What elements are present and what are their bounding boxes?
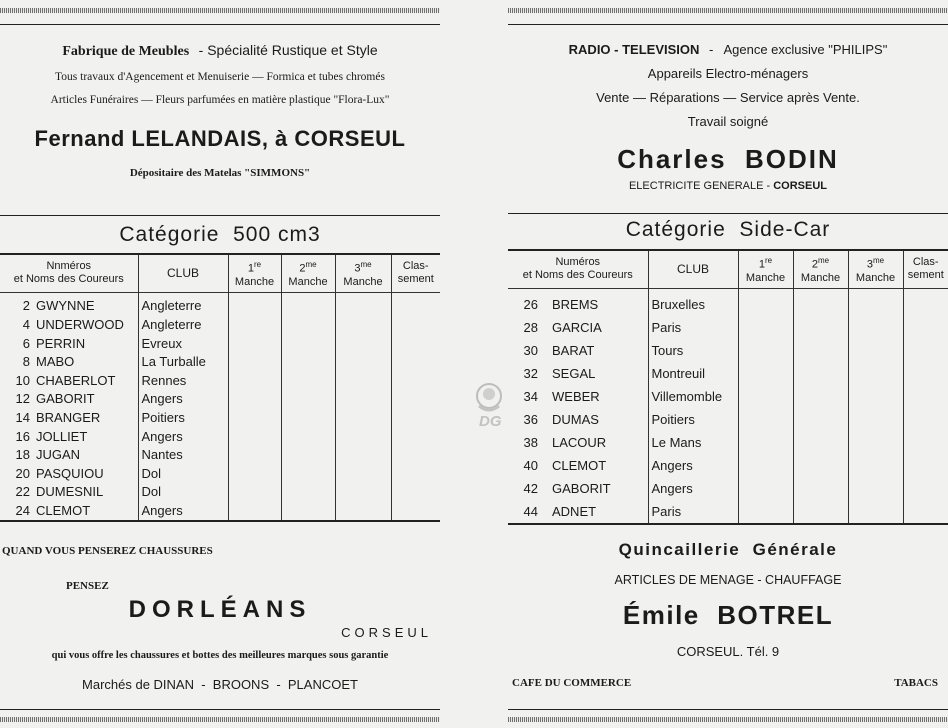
rider-name: MABO <box>36 354 75 370</box>
rider-cell <box>0 292 138 315</box>
table-row <box>508 316 948 339</box>
manche-2-cell <box>281 445 335 464</box>
manche-3-cell <box>335 352 391 371</box>
rider-number: 12 <box>15 391 30 407</box>
manche-2-cell <box>793 385 848 408</box>
classement-cell <box>903 408 948 431</box>
rider-number: 2 <box>22 298 30 314</box>
rider-name: CLEMOT <box>552 457 607 473</box>
table-row <box>508 500 948 524</box>
table-row <box>0 501 440 521</box>
rider-number: 34 <box>523 388 538 404</box>
bodin-ad-line2: Appareils Electro-ménagers <box>647 66 809 81</box>
dorleans-markets: Marchés de DINAN - BROONS - PLANCOET <box>82 677 358 692</box>
bodin-ad-line3: Vente — Réparations — Service après Vente. <box>596 90 860 105</box>
rider-cell <box>508 454 648 477</box>
table-row <box>0 483 440 502</box>
classement-cell <box>391 408 440 427</box>
bodin-ad-line1-rest: - Agence exclusive "PHILIPS" <box>709 42 888 57</box>
classement-cell <box>903 500 948 524</box>
manche-1-cell <box>738 500 793 524</box>
manche-3-cell <box>335 371 391 390</box>
manche-2-cell <box>281 371 335 390</box>
classement-cell <box>903 477 948 500</box>
rider-name: SEGAL <box>552 365 596 381</box>
cafe-du-commerce: CAFE DU COMMERCE <box>512 677 632 689</box>
club-cell: Poitiers <box>648 408 738 431</box>
table-row <box>508 408 948 431</box>
dorleans-name: DORLÉANS <box>128 596 312 623</box>
rider-number: 14 <box>15 410 30 426</box>
classement-cell <box>391 292 440 315</box>
manche-2-cell <box>793 288 848 316</box>
manche-1-cell <box>228 501 281 521</box>
club-cell: Dol <box>138 464 228 483</box>
dorleans-ad-line1: QUAND VOUS PENSEREZ CHAUSSURES <box>2 545 213 557</box>
rider-name: PERRIN <box>36 335 86 351</box>
manche-2-cell <box>281 334 335 353</box>
manche-1-cell <box>228 315 281 334</box>
bottom-border-hatch <box>0 717 440 722</box>
header-manche-3: $3^{me}$ Manche <box>335 254 391 292</box>
rider-cell <box>508 500 648 524</box>
manche-3-cell <box>335 390 391 409</box>
rider-name: GABORIT <box>552 480 611 496</box>
classement-cell <box>391 445 440 464</box>
category-title-500cm3: Catégorie 500 cm3 <box>119 223 321 246</box>
tabacs: TABACS <box>894 677 938 689</box>
rider-cell <box>0 334 138 353</box>
rider-cell <box>508 288 648 316</box>
right-program-page <box>508 0 948 728</box>
header-manche-2: $2^{me}$ Manche <box>793 250 848 288</box>
manche-3-cell <box>848 288 903 316</box>
top-rule <box>0 24 440 25</box>
header-manche-3: $3^{me}$ Manche <box>848 250 903 288</box>
manche-2-cell <box>281 427 335 446</box>
rider-name: WEBER <box>552 388 600 404</box>
manche-2-cell <box>281 483 335 502</box>
bodin-name: Charles BODIN <box>617 144 839 174</box>
manche-3-cell <box>335 408 391 427</box>
table-row <box>0 292 440 315</box>
bodin-ad-line4: Travail soigné <box>687 114 769 129</box>
header-club: CLUB <box>138 254 228 292</box>
rider-number: 44 <box>523 503 538 519</box>
manche-1-cell <box>738 288 793 316</box>
header-classement: Clas- sement <box>903 250 948 288</box>
lelandais-name: Fernand LELANDAIS, à CORSEUL <box>34 126 406 151</box>
header-riders: Nnméros et Noms des Coureurs <box>0 254 138 292</box>
club-cell: Rennes <box>138 371 228 390</box>
rider-name: CHABERLOT <box>36 372 116 388</box>
manche-2-cell <box>793 408 848 431</box>
top-rule <box>508 24 948 25</box>
table-row <box>508 431 948 454</box>
classement-cell <box>391 483 440 502</box>
manche-3-cell <box>335 292 391 315</box>
classement-cell <box>903 431 948 454</box>
classement-cell <box>391 464 440 483</box>
botrel-ad-line1: ARTICLES DE MENAGE - CHAUFFAGE <box>614 573 842 587</box>
club-cell: Nantes <box>138 445 228 464</box>
table-row <box>508 454 948 477</box>
left-program-page <box>0 0 440 728</box>
category-rule <box>508 213 948 214</box>
manche-1-cell <box>738 385 793 408</box>
manche-1-cell <box>228 371 281 390</box>
lelandais-ad-line1-rest: - Spécialité Rustique et Style <box>198 42 378 58</box>
manche-2-cell <box>793 431 848 454</box>
classement-cell <box>903 454 948 477</box>
club-cell: Bruxelles <box>648 288 738 316</box>
club-cell: Paris <box>648 316 738 339</box>
rider-name: BRANGER <box>36 410 101 426</box>
rider-name: JUGAN <box>36 447 81 463</box>
rider-cell <box>508 339 648 362</box>
manche-1-cell <box>228 464 281 483</box>
club-cell: La Turballe <box>138 352 228 371</box>
dorleans-ad-pensez: PENSEZ <box>66 580 109 592</box>
results-table-side-car <box>508 249 948 525</box>
manche-2-cell <box>281 408 335 427</box>
botrel-ad-title: Quincaillerie Générale <box>618 540 838 559</box>
classement-cell <box>903 385 948 408</box>
table-row <box>0 390 440 409</box>
manche-3-cell <box>335 483 391 502</box>
manche-1-cell <box>738 454 793 477</box>
manche-1-cell <box>738 477 793 500</box>
rider-name: GWYNNE <box>36 298 95 314</box>
rider-name: CLEMOT <box>36 502 91 518</box>
manche-1-cell <box>228 390 281 409</box>
classement-cell <box>391 334 440 353</box>
rider-number: 8 <box>22 354 30 370</box>
manche-2-cell <box>281 390 335 409</box>
table-row <box>0 371 440 390</box>
rider-number: 32 <box>523 365 538 381</box>
manche-2-cell <box>281 464 335 483</box>
manche-3-cell <box>335 334 391 353</box>
classement-cell <box>391 427 440 446</box>
classement-cell <box>391 390 440 409</box>
header-manche-1: 1re Manche <box>228 254 281 292</box>
table-row <box>0 427 440 446</box>
bottom-rule <box>508 709 948 710</box>
classement-cell <box>391 371 440 390</box>
rider-number: 22 <box>15 484 30 500</box>
manche-2-cell <box>281 352 335 371</box>
manche-3-cell <box>848 408 903 431</box>
manche-2-cell <box>793 454 848 477</box>
category-rule <box>0 215 440 216</box>
manche-1-cell <box>228 427 281 446</box>
rider-name: GABORIT <box>36 391 95 407</box>
rider-name: GARCIA <box>552 319 602 335</box>
manche-3-cell <box>848 477 903 500</box>
table-row <box>0 334 440 353</box>
rider-number: 40 <box>523 457 538 473</box>
rider-number: 24 <box>15 502 30 518</box>
rider-cell <box>508 316 648 339</box>
top-border-hatch <box>508 8 948 13</box>
rider-name: BREMS <box>552 296 599 312</box>
classement-cell <box>903 288 948 316</box>
table-header <box>0 254 440 292</box>
table-body <box>508 288 948 524</box>
club-cell: Tours <box>648 339 738 362</box>
rider-cell <box>0 464 138 483</box>
bodin-subtitle <box>508 180 948 192</box>
manche-1-cell <box>228 334 281 353</box>
manche-2-cell <box>793 339 848 362</box>
manche-3-cell <box>335 427 391 446</box>
manche-2-cell <box>793 362 848 385</box>
classement-cell <box>391 315 440 334</box>
bodin-subtitle-a: ELECTRICITE GENERALE - <box>628 180 774 192</box>
rider-cell <box>508 431 648 454</box>
bodin-ad-line1 <box>508 42 948 57</box>
lelandais-ad-line3: Articles Funéraires — Fleurs parfumées en matière plastique "Flora-Lux" <box>50 94 390 106</box>
bottom-rule <box>0 709 440 710</box>
rider-cell <box>0 315 138 334</box>
rider-number: 10 <box>15 372 30 388</box>
manche-2-cell <box>281 501 335 521</box>
manche-1-cell <box>738 408 793 431</box>
dg-stamp-watermark <box>471 378 507 430</box>
rider-cell <box>508 477 648 500</box>
rider-cell <box>0 371 138 390</box>
rider-cell <box>0 352 138 371</box>
rider-number: 16 <box>15 428 30 444</box>
results-table-500cm3 <box>0 253 440 522</box>
manche-2-cell <box>793 500 848 524</box>
club-cell: Angers <box>648 477 738 500</box>
watermark-text: DG <box>479 413 502 430</box>
club-cell: Angers <box>648 454 738 477</box>
header-manche-2: $2^{me}$ Manche <box>281 254 335 292</box>
manche-3-cell <box>848 500 903 524</box>
manche-1-cell <box>228 292 281 315</box>
dorleans-town: CORSEUL <box>341 625 432 640</box>
club-cell: Angleterre <box>138 315 228 334</box>
club-cell: Le Mans <box>648 431 738 454</box>
club-cell: Villemomble <box>648 385 738 408</box>
table-row <box>0 315 440 334</box>
manche-2-cell <box>793 477 848 500</box>
botrel-ad-line2: CORSEUL. Tél. 9 <box>676 644 780 659</box>
manche-1-cell <box>228 483 281 502</box>
rider-cell <box>0 501 138 521</box>
rider-number: 30 <box>523 342 538 358</box>
club-cell: Dol <box>138 483 228 502</box>
club-cell: Angleterre <box>138 292 228 315</box>
classement-cell <box>903 339 948 362</box>
manche-3-cell <box>848 385 903 408</box>
rider-name: DUMESNIL <box>36 484 104 500</box>
lelandais-subtitle: Dépositaire des Matelas "SIMMONS" <box>129 167 311 179</box>
botrel-name: Émile BOTREL <box>622 600 834 630</box>
rider-cell <box>0 427 138 446</box>
rider-cell <box>508 408 648 431</box>
rider-number: 4 <box>22 317 30 333</box>
rider-number: 18 <box>15 447 30 463</box>
club-cell: Montreuil <box>648 362 738 385</box>
lelandais-ad-line1-bold: Fabrique de Meubles <box>62 44 190 59</box>
rider-cell <box>0 483 138 502</box>
bodin-ad-line1-bold: RADIO - TELEVISION <box>568 42 700 57</box>
top-border-hatch <box>0 8 440 13</box>
rider-name: ADNET <box>552 503 597 519</box>
club-cell: Angers <box>138 501 228 521</box>
header-riders: Numéros et Noms des Coureurs <box>508 250 648 288</box>
rider-cell <box>508 385 648 408</box>
manche-3-cell <box>335 501 391 521</box>
rider-number: 42 <box>523 480 538 496</box>
classement-cell <box>391 352 440 371</box>
bodin-subtitle-b: CORSEUL <box>773 180 828 192</box>
rider-number: 38 <box>523 434 538 450</box>
rider-cell <box>0 445 138 464</box>
lelandais-ad-line2: Tous travaux d'Agencement et Menuiserie — Formica et tubes chromés <box>55 71 385 83</box>
table-row <box>508 339 948 362</box>
rider-number: 36 <box>523 411 538 427</box>
category-title-side-car: Catégorie Side-Car <box>625 218 831 241</box>
rider-name: BARAT <box>552 342 595 358</box>
rider-cell <box>0 390 138 409</box>
club-cell: Angers <box>138 390 228 409</box>
manche-3-cell <box>848 362 903 385</box>
classement-cell <box>903 316 948 339</box>
manche-1-cell <box>738 431 793 454</box>
rider-number: 20 <box>15 465 30 481</box>
manche-1-cell <box>738 316 793 339</box>
manche-3-cell <box>335 315 391 334</box>
manche-2-cell <box>793 316 848 339</box>
manche-1-cell <box>738 339 793 362</box>
table-row <box>0 445 440 464</box>
manche-3-cell <box>848 339 903 362</box>
manche-3-cell <box>848 454 903 477</box>
manche-3-cell <box>848 431 903 454</box>
table-header <box>508 250 948 288</box>
club-cell: Poitiers <box>138 408 228 427</box>
rider-number: 6 <box>22 335 30 351</box>
dorleans-ad-line3: qui vous offre les chaussures et bottes des meilleures marques sous garantie <box>51 650 389 661</box>
table-row <box>0 352 440 371</box>
bottom-border-hatch <box>508 717 948 722</box>
rider-name: UNDERWOOD <box>36 317 124 333</box>
table-row <box>0 464 440 483</box>
rider-name: LACOUR <box>552 434 607 450</box>
table-row <box>508 477 948 500</box>
classement-cell <box>903 362 948 385</box>
rider-name: DUMAS <box>552 411 599 427</box>
rider-name: PASQUIOU <box>36 465 104 481</box>
manche-3-cell <box>848 316 903 339</box>
rider-number: 28 <box>523 319 538 335</box>
manche-2-cell <box>281 315 335 334</box>
manche-2-cell <box>281 292 335 315</box>
rider-cell <box>0 408 138 427</box>
manche-1-cell <box>228 352 281 371</box>
manche-1-cell <box>228 408 281 427</box>
manche-1-cell <box>738 362 793 385</box>
manche-3-cell <box>335 464 391 483</box>
rider-cell <box>508 362 648 385</box>
table-row <box>508 385 948 408</box>
table-body <box>0 292 440 521</box>
rider-number: 26 <box>523 296 538 312</box>
club-cell: Paris <box>648 500 738 524</box>
club-cell: Angers <box>138 427 228 446</box>
header-club: CLUB <box>648 250 738 288</box>
table-row <box>508 288 948 316</box>
rider-name: JOLLIET <box>36 428 88 444</box>
lelandais-ad-line1 <box>0 42 440 60</box>
table-row <box>0 408 440 427</box>
table-row <box>508 362 948 385</box>
club-cell: Evreux <box>138 334 228 353</box>
header-classement: Clas- sement <box>391 254 440 292</box>
manche-3-cell <box>335 445 391 464</box>
manche-1-cell <box>228 445 281 464</box>
classement-cell <box>391 501 440 521</box>
header-manche-1: 1re Manche <box>738 250 793 288</box>
